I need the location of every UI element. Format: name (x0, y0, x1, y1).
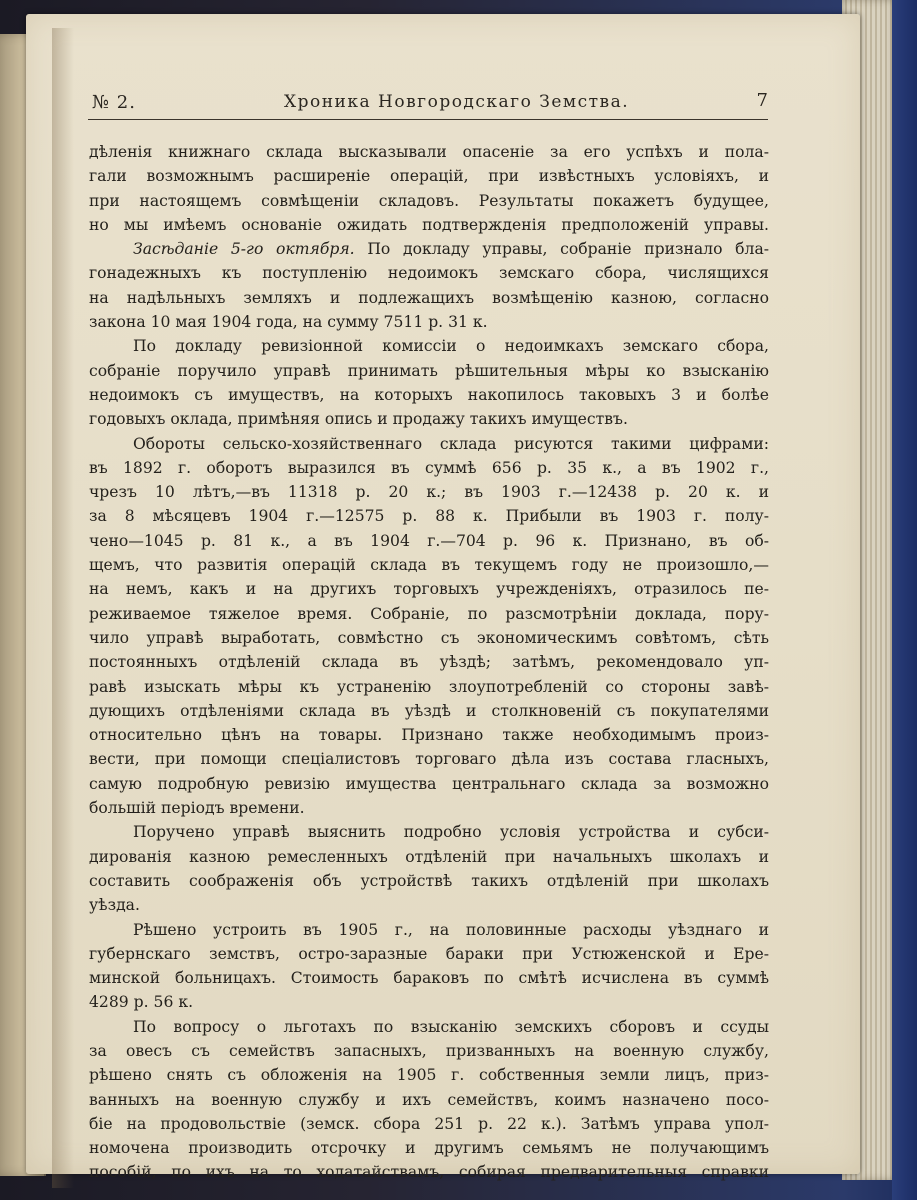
text-line (89, 310, 769, 334)
text-line (89, 723, 769, 747)
text-line-content: Рѣшено устроить въ 1905 г., на половинные расходы уѣзднаго и (133, 920, 769, 939)
text-line-content: при настоящемъ совмѣщеніи складовъ. Результаты покажетъ будущее, (89, 191, 769, 210)
text-line (89, 286, 769, 310)
text-line (89, 164, 769, 188)
text-line (89, 796, 769, 820)
text-line-content: дующихъ отдѣленіями склада въ уѣздѣ и столкновеній съ покупателями (89, 701, 769, 720)
text-line (89, 942, 769, 966)
text-line (89, 1112, 769, 1136)
text-line-content: постоянныхъ отдѣленій склада въ уѣздѣ; затѣмъ, рекомендовало уп- (89, 653, 769, 672)
page-number: 7 (756, 90, 768, 111)
text-line (89, 845, 769, 869)
text-line (89, 553, 769, 577)
issue-number: № 2. (92, 92, 136, 113)
text-line-content: По вопросу о льготахъ по взысканію земскихъ сборовъ и ссуды (133, 1017, 769, 1036)
text-line (89, 1136, 769, 1160)
text-line (89, 699, 769, 723)
text-line (89, 1160, 769, 1184)
text-line (89, 1088, 769, 1112)
text-line (89, 918, 769, 942)
text-line-content: губернскаго земствъ, остро-заразные бараки при Устюженской и Ере- (89, 944, 769, 963)
running-header (64, 84, 768, 122)
text-line (89, 626, 769, 650)
text-line (89, 140, 769, 164)
text-line-content: По докладу ревизіонной комиссіи о недоимкахъ земскаго сбора, (133, 337, 769, 356)
text-line (89, 261, 769, 285)
text-line (89, 650, 769, 674)
text-line (89, 577, 769, 601)
text-line-content: ванныхъ на военную службу и ихъ семействъ, коимъ назначено посо- (89, 1090, 769, 1109)
text-line-content: самую подробную ревизію имущества центральнаго склада за возможно (89, 774, 769, 793)
text-line-content: Поручено управѣ выяснить подробно условія устройства и субси- (133, 823, 769, 842)
text-line-content: закона 10 мая 1904 года, на сумму 7511 р. 31 к. (89, 313, 488, 332)
text-line (89, 602, 769, 626)
text-line-content: чило управѣ выработать, совмѣстно съ экономическимъ совѣтомъ, сѣть (89, 628, 769, 647)
text-line (89, 990, 769, 1014)
text-line-content: на надѣльныхъ земляхъ и подлежащихъ возмѣщенію казною, согласно (89, 288, 769, 307)
text-line-content: за 8 мѣсяцевъ 1904 г.—12575 р. 88 к. Прибыли въ 1903 г. полу- (89, 507, 769, 526)
text-line-content: гонадежныхъ къ поступленію недоимокъ земскаго сбора, числящихся (89, 264, 769, 283)
text-line (89, 504, 769, 528)
body-text (89, 140, 769, 1185)
text-line-content: чено—1045 р. 81 к., а въ 1904 г.—704 р. 96 к. Признано, въ об- (89, 531, 769, 550)
text-line-content: По докладу управы, собраніе признало бла- (354, 240, 769, 259)
text-line (89, 432, 769, 456)
text-line (89, 747, 769, 771)
text-line (89, 407, 769, 431)
text-line (89, 383, 769, 407)
text-line (89, 675, 769, 699)
text-line-content: равѣ изыскать мѣры къ устраненію злоупотребленій со стороны завѣ- (89, 677, 769, 696)
text-line-content: біе на продовольствіе (земск. сбора 251 р. 22 к.). Затѣмъ управа упол- (89, 1114, 769, 1133)
text-line-content: дѣленія книжнаго склада высказывали опасеніе за его успѣхъ и пола- (89, 143, 769, 161)
book-cover-edge (892, 0, 917, 1200)
text-line-content: уѣзда. (89, 896, 140, 915)
text-line (89, 820, 769, 844)
journal-title: Хроника Новгородскаго Земства. (284, 92, 630, 112)
text-line-content: минской больницахъ. Стоимость бараковъ по смѣтѣ исчислена въ суммѣ (89, 969, 769, 988)
text-line (89, 966, 769, 990)
text-line-content: чрезъ 10 лѣтъ,—въ 11318 р. 20 к.; въ 1903 г.—12438 р. 20 к. и (89, 483, 769, 502)
text-line (89, 1063, 769, 1087)
session-date-heading: Засѣданіе 5-го октября. (133, 240, 355, 259)
text-line-content: гали возможнымъ расширеніе операцій, при извѣстныхъ условіяхъ, и (89, 167, 769, 186)
text-line (89, 893, 769, 917)
text-line-content: собраніе поручило управѣ принимать рѣшительныя мѣры ко взысканію (89, 361, 769, 380)
text-line-content: 4289 р. 56 к. (89, 993, 194, 1012)
text-line (89, 189, 769, 213)
text-line-content: годовыхъ оклада, примѣняя опись и продажу такихъ имуществъ. (89, 410, 628, 429)
text-line (89, 1015, 769, 1039)
text-line-content: реживаемое тяжелое время. Собраніе, по разсмотрѣніи доклада, пору- (89, 604, 769, 623)
text-line-content: большій періодъ времени. (89, 799, 305, 818)
text-line-content: вести, при помощи спеціалистовъ торговаго дѣла изъ состава гласныхъ, (89, 750, 769, 769)
text-line (89, 237, 769, 261)
text-line-content: на немъ, какъ и на другихъ торговыхъ учрежденіяхъ, отразилось пе- (89, 580, 769, 599)
text-line (89, 334, 769, 358)
text-line-content: недоимокъ съ имуществъ, на которыхъ накопилось таковыхъ 3 и болѣе (89, 385, 769, 404)
text-line (89, 869, 769, 893)
text-line (89, 359, 769, 383)
text-line-content: составить соображенія объ устройствѣ такихъ отдѣленій при школахъ (89, 871, 769, 890)
text-line-content: номочена производить отсрочку и другимъ семьямъ не получающимъ (89, 1139, 769, 1158)
spine-shadow (52, 28, 74, 1188)
text-line-content: рѣшено снять съ обложенія на 1905 г. собственныя земли лицъ, приз- (89, 1066, 769, 1085)
text-line-content: Обороты сельско-хозяйственнаго склада рисуются такими цифрами: (133, 434, 769, 453)
text-line-content: за овесъ съ семействъ запасныхъ, призванныхъ на военную службу, (89, 1041, 769, 1060)
text-line-content: въ 1892 г. оборотъ выразился въ суммѣ 656 р. 35 к., а въ 1902 г., (89, 458, 769, 477)
text-line (89, 529, 769, 553)
text-line-content: но мы имѣемъ основаніе ожидать подтвержденія предположеній управы. (89, 215, 769, 234)
text-line-content: пособій, по ихъ на то ходатайствамъ, собирая предварительныя справки (89, 1163, 769, 1182)
text-line (89, 456, 769, 480)
text-line-content: дированія казною ремесленныхъ отдѣленій при начальныхъ школахъ и (89, 847, 769, 866)
text-line-content: щемъ, что развитія операцій склада въ текущемъ году не произошло,— (89, 556, 769, 575)
text-line (89, 772, 769, 796)
header-rule (88, 119, 768, 120)
text-line (89, 213, 769, 237)
text-line (89, 480, 769, 504)
text-line-content: относительно цѣнъ на товары. Признано также необходимымъ произ- (89, 726, 769, 745)
text-line (89, 1039, 769, 1063)
